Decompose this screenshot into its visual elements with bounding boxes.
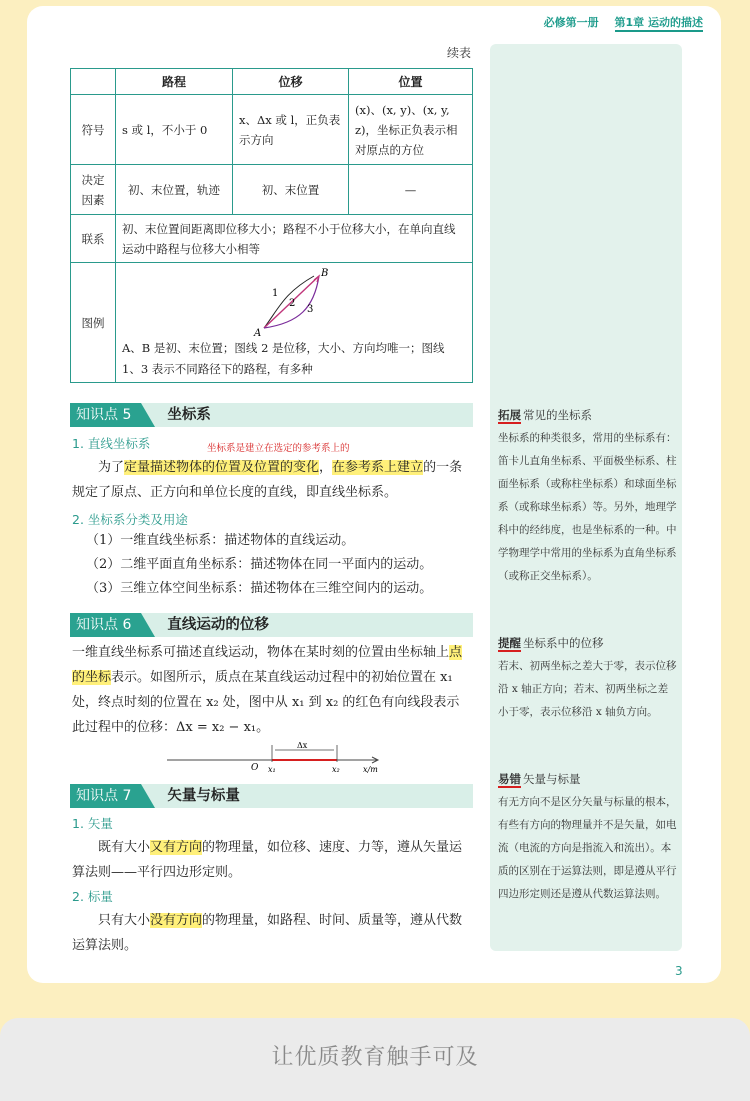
kp5-heading <box>70 403 473 427</box>
tip-heading <box>498 404 678 427</box>
kp6-title: 直线运动的位移 <box>141 613 473 637</box>
tip-kind: 易错 <box>498 772 521 786</box>
cell-relation: 初、末位置间距离即位移大小；路程不小于位移大小，在单向直线运动中路程与位移大小相等 <box>116 215 473 263</box>
kp6-tag: 知识点 6 <box>70 613 141 637</box>
cell-symbol-position: (x)、(x, y)、(x, y, z)，坐标正负表示相对原点的方位 <box>349 95 473 165</box>
kp7-scalar-paragraph <box>72 908 472 958</box>
highlight: 又有方向 <box>150 840 203 855</box>
label-2: 2 <box>289 297 296 309</box>
table-row <box>71 95 473 165</box>
tip-body: 若末、初两坐标之差大于零，表示位移沿 x 轴正方向；若末、初两坐标之差小于零，表示位移沿 x 轴负方向。 <box>498 660 677 718</box>
cell-symbol-path: s 或 l，不小于 0 <box>116 95 233 165</box>
dx-label: Δx <box>297 741 308 750</box>
kp5-tag: 知识点 5 <box>70 403 141 427</box>
tip-heading <box>498 632 678 655</box>
cell-figure <box>116 263 473 383</box>
figure-caption: A、B 是初、末位置；图线 2 是位移，大小、方向均唯一；图线 1、3 表示不同路径下的路程，有多种 <box>122 340 445 376</box>
path-displacement-figure <box>124 268 464 338</box>
table-row <box>71 165 473 215</box>
kp6-heading <box>70 613 473 637</box>
unit-label: x/m <box>363 765 378 774</box>
highlight: 定量描述物体的位置及位置的变化 <box>124 460 320 475</box>
table-header-blank <box>71 69 116 95</box>
page-header <box>544 14 703 30</box>
cell-decide-displacement: 初、末位置 <box>233 165 349 215</box>
tip-title: 常见的坐标系 <box>523 408 592 422</box>
kp5-title: 坐标系 <box>141 403 473 427</box>
highlight: 没有方向 <box>150 913 203 928</box>
tip-heading <box>498 768 678 791</box>
tip-reminder <box>498 632 678 724</box>
x2-label: x₂ <box>332 765 340 774</box>
cell-symbol-displacement: x、Δx 或 l，正负表示方向 <box>233 95 349 165</box>
tip-kind: 提醒 <box>498 636 521 650</box>
kp5-sub1: 1. 直线坐标系 <box>72 436 151 451</box>
text: 的物理量，如位移、速度、力等，遵从矢量运算法则——平行四边形定则。 <box>72 840 463 880</box>
text: 表示。如图所示，质点在某直线运动过程中的初始位置在 x₁ 处，终点时刻的位置在 x₂ 处，图中从 x₁ 到 x₂ 的红色有向线段表示此过程中的位移：Δx = x₂ − x₁。 <box>72 670 460 735</box>
list-item: （3）三维立体空间坐标系：描述物体在三维空间内的运动。 <box>86 581 433 596</box>
table-header-path: 路程 <box>116 69 233 95</box>
chapter-title: 第1章 运动的描述 <box>615 16 703 32</box>
table-header-displacement: 位移 <box>233 69 349 95</box>
tip-mistake <box>498 768 678 906</box>
text: 既有大小 <box>98 840 151 855</box>
row-label-symbol: 符号 <box>71 95 116 165</box>
footer-banner: 让优质教育触手可及 <box>0 1018 750 1101</box>
table-row <box>71 215 473 263</box>
kp7-title: 矢量与标量 <box>141 784 473 808</box>
tip-body: 有无方向不是区分矢量与标量的根本，有些有方向的物理量并不是矢量，如电流（电流的方向是指流入和流出）。本质的区别在于运算法则，即是遵从平行四边形定则还是遵从代数运算法则。 <box>498 796 677 900</box>
table-row <box>71 263 473 383</box>
text: 为了 <box>98 460 125 475</box>
label-3: 3 <box>307 303 314 315</box>
tip-title: 矢量与标量 <box>523 772 581 786</box>
list-item: （1）一维直线坐标系：描述物体的直线运动。 <box>86 533 355 548</box>
tip-extension <box>498 404 678 588</box>
label-a: A <box>254 327 262 338</box>
tip-kind: 拓展 <box>498 408 521 422</box>
cell-decide-path: 初、末位置，轨迹 <box>116 165 233 215</box>
list-item: （2）二维平面直角坐标系：描述物体在同一平面内的运动。 <box>86 557 433 572</box>
table-header-row <box>71 69 473 95</box>
kp7-vector-paragraph <box>72 835 472 885</box>
tip-title: 坐标系中的位移 <box>523 636 604 650</box>
kp7-sub2: 2. 标量 <box>72 889 113 904</box>
text: ， <box>319 460 333 475</box>
handwritten-note: 坐标系是建立在选定的参考系上的 <box>207 443 350 454</box>
x1-label: x₁ <box>268 765 276 774</box>
kp7-tag: 知识点 7 <box>70 784 141 808</box>
table-header-position: 位置 <box>349 69 473 95</box>
axis-figure <box>167 740 397 774</box>
label-b: B <box>321 267 329 279</box>
label-1: 1 <box>272 287 279 299</box>
origin-label: O <box>251 763 259 773</box>
tip-body: 坐标系的种类很多，常用的坐标系有：笛卡儿直角坐标系、平面极坐标系、柱面坐标系（或称柱坐标系）和球面坐标系（或称球坐标系）等。另外，地理学科中的经纬度，也是坐标系的一种。中学物理学中常用的坐标系为直角坐标系（或称正交坐标系）。 <box>498 432 677 582</box>
highlight: 点的坐标 <box>72 645 463 685</box>
continued-label: 续表 <box>447 46 472 60</box>
text: 只有大小 <box>98 913 151 928</box>
cell-decide-position: — <box>349 165 473 215</box>
book-page <box>27 6 721 983</box>
highlight: 在参考系上建立 <box>332 460 424 475</box>
comparison-table <box>70 68 473 383</box>
kp7-sub1: 1. 矢量 <box>72 816 113 831</box>
row-label-relation: 联系 <box>71 215 116 263</box>
row-label-figure: 图例 <box>71 263 116 383</box>
book-title: 必修第一册 <box>543 16 599 29</box>
kp5-paragraph <box>72 455 472 505</box>
row-label-decide: 决定因素 <box>71 165 116 215</box>
text: 的一条规定了原点、正方向和单位长度的直线，即直线坐标系。 <box>72 460 463 500</box>
text: 一维直线坐标系可描述直线运动，物体在某时刻的位置由坐标轴上 <box>72 645 450 660</box>
page-number: 3 <box>675 964 683 978</box>
kp6-paragraph <box>72 640 472 740</box>
kp7-heading <box>70 784 473 808</box>
text: 的物理量，如路程、时间、质量等，遵从代数运算法则。 <box>72 913 463 953</box>
kp5-sub2: 2. 坐标系分类及用途 <box>72 512 188 527</box>
